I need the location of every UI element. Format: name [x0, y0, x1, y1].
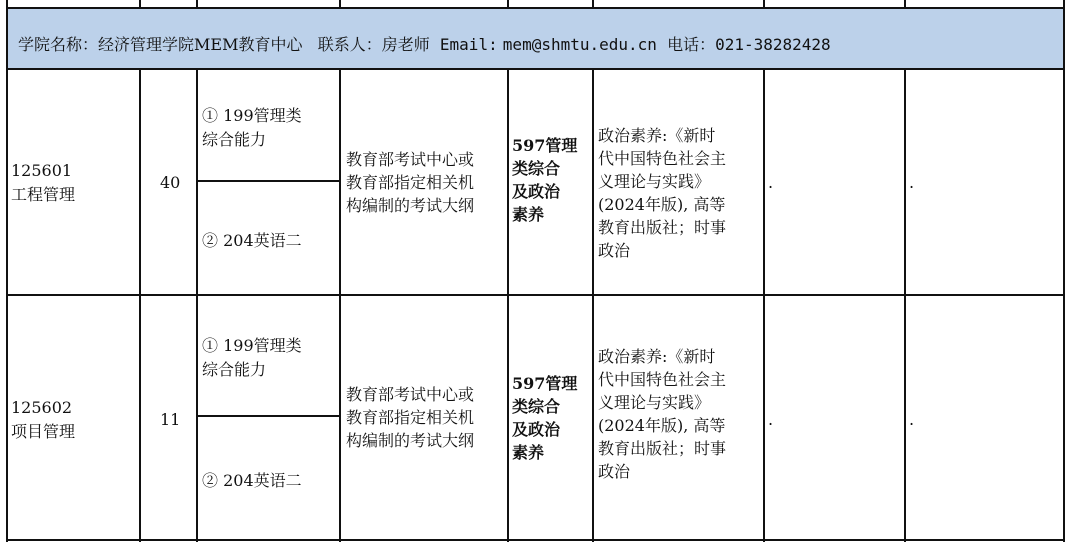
reference-book-line: (2024年版), 高等 — [598, 416, 726, 435]
reference-book-line: 政治素养:《新时 — [598, 347, 716, 366]
retest-subject-line: 素养 — [512, 443, 545, 462]
retest-subject-line: 素养 — [512, 205, 545, 224]
college-name: 学院名称：经济管理学院MEM教育中心 — [18, 35, 303, 54]
exam-subject-1-line2: 综合能力 — [202, 360, 267, 379]
college-info-text — [18, 32, 831, 55]
reference-book-line: 代中国特色社会主 — [598, 370, 727, 389]
syllabus-line: 教育部考试中心或 — [346, 150, 475, 169]
major-name: 工程管理 — [11, 185, 76, 204]
exam-subject-2: ② 204英语二 — [202, 231, 302, 250]
retest-subject-line: 类综合 — [512, 159, 561, 178]
retest-subject-line: 597管理 — [512, 374, 578, 393]
reference-book-line: 政治 — [598, 241, 631, 260]
retest-subject-line: 597管理 — [512, 136, 578, 155]
major-name: 项目管理 — [11, 422, 76, 441]
retest-subject-line: 及政治 — [512, 420, 561, 439]
reference-book-line: 教育出版社；时事 — [598, 439, 727, 458]
major-code: 125601 — [11, 161, 73, 180]
syllabus-line: 构编制的考试大纲 — [346, 431, 475, 450]
reference-book-line: 义理论与实践》 — [598, 172, 711, 191]
major-code: 125602 — [11, 398, 73, 417]
exam-subject-1-line1: ① 199管理类 — [202, 106, 302, 125]
extra-cell: . — [909, 410, 915, 429]
phone-number: 电话：021-38282428 — [667, 35, 831, 54]
reference-book-line: 政治素养:《新时 — [598, 126, 716, 145]
reference-book-line: 教育出版社；时事 — [598, 218, 727, 237]
retest-subject-line: 及政治 — [512, 182, 561, 201]
reference-book-line: 代中国特色社会主 — [598, 149, 727, 168]
exam-subject-2: ② 204英语二 — [202, 471, 302, 490]
syllabus-line: 教育部指定相关机 — [346, 408, 475, 427]
contact-person: 联系人：房老师 — [317, 35, 430, 54]
enrollment-quota: 11 — [160, 410, 181, 429]
syllabus-line: 构编制的考试大纲 — [346, 196, 475, 215]
exam-subject-1-line1: ① 199管理类 — [202, 336, 302, 355]
enrollment-quota: 40 — [160, 173, 181, 192]
retest-subject-line: 类综合 — [512, 397, 561, 416]
syllabus-line: 教育部考试中心或 — [346, 385, 475, 404]
college-info-banner — [7, 8, 1064, 69]
syllabus-line: 教育部指定相关机 — [346, 173, 475, 192]
reference-book-line: 政治 — [598, 462, 631, 481]
reference-book-line: 义理论与实践》 — [598, 393, 711, 412]
extra-cell: . — [768, 410, 774, 429]
extra-cell: . — [909, 173, 915, 192]
reference-book-line: (2024年版), 高等 — [598, 195, 726, 214]
exam-subject-1-line2: 综合能力 — [202, 130, 267, 149]
email-value: mem@shmtu.edu.cn — [502, 35, 657, 54]
email-label: Email: — [439, 35, 498, 54]
extra-cell: . — [768, 173, 774, 192]
